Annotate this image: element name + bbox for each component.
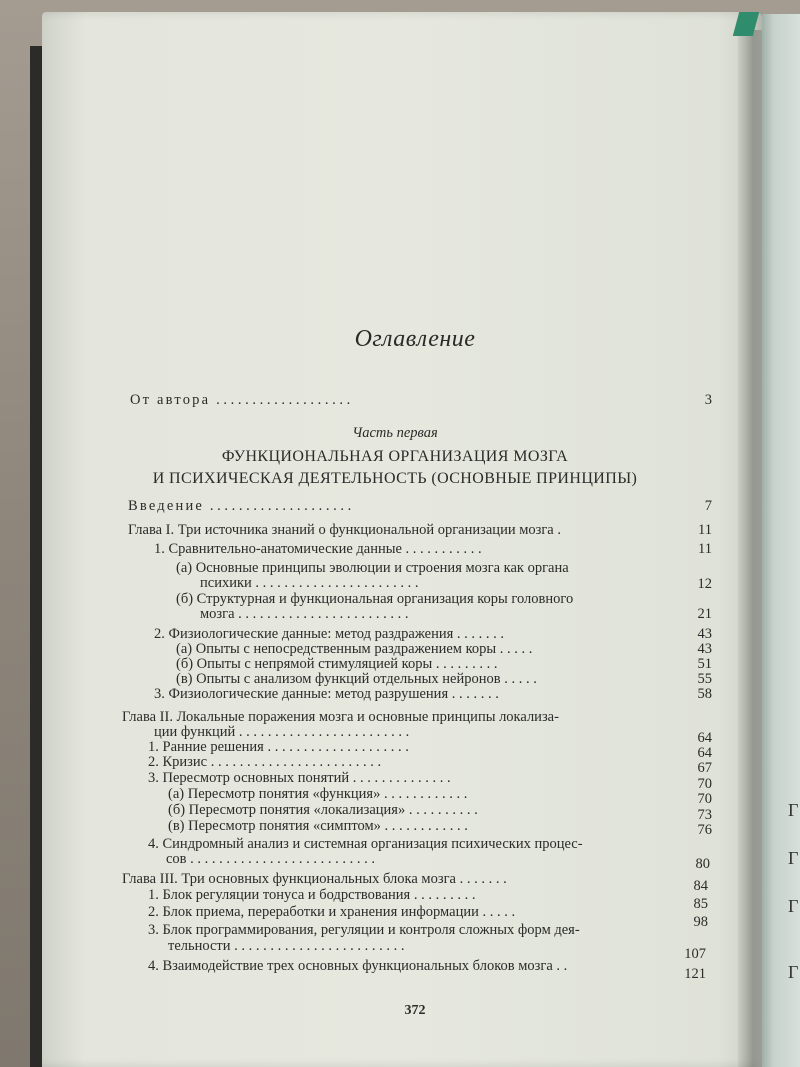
toc-entry: 1. Блок регуляции тонуса и бодрствования . . . . . . . . . <box>148 887 476 903</box>
toc-title: Оглавление <box>354 326 476 352</box>
toc-page-number: 64 <box>697 730 712 746</box>
part-label: Часть первая <box>352 425 438 441</box>
toc-entry: 4. Взаимодействие трех основных функциональных блоков мозга . . <box>148 958 568 974</box>
toc-entry: 2. Блок приема, переработки и хранения информации . . . . . <box>148 904 516 920</box>
toc-page-number: 43 <box>697 641 712 657</box>
toc-entry: (а) Опыты с непосредственным раздражением коры . . . . . <box>176 641 533 657</box>
toc-page-number: 73 <box>697 807 712 823</box>
toc-entry-intro <box>128 498 351 515</box>
toc-page-number: 12 <box>697 576 712 592</box>
toc-entry-from-author <box>130 392 350 409</box>
toc-entry-label: От автора <box>130 392 211 408</box>
part-title-line-2: И ПСИХИЧЕСКАЯ ДЕЯТЕЛЬНОСТЬ (ОСНОВНЫЕ ПРИНЦИПЫ) <box>152 470 638 487</box>
part-title-line-1: ФУНКЦИОНАЛЬНАЯ ОРГАНИЗАЦИЯ МОЗГА <box>221 448 569 465</box>
toc-page-number: 84 <box>693 878 708 894</box>
toc-entry: 3. Физиологические данные: метод разрушения . . . . . . . <box>154 686 499 702</box>
toc-entry: 2. Физиологические данные: метод раздражения . . . . . . . <box>154 626 505 642</box>
toc-page-number: 98 <box>693 914 708 930</box>
toc-entry: (в) Пересмотр понятия «симптом» . . . . . . . . . . . . <box>168 818 468 834</box>
toc-entry: Глава III. Три основных функциональных блока мозга . . . . . . . <box>122 871 507 887</box>
page-number: 372 <box>404 1003 426 1018</box>
facing-page-letter: Г <box>788 848 799 868</box>
toc-entry: 2. Кризис . . . . . . . . . . . . . . . . . . . . . . . . <box>148 754 382 770</box>
toc-page-number: 76 <box>697 822 712 838</box>
facing-page-letter: Г <box>788 896 799 916</box>
toc-entry: 4. Синдромный анализ и системная организация психических процес- <box>148 836 583 852</box>
toc-entry: (б) Опыты с непрямой стимуляцией коры . . . . . . . . . <box>176 656 498 672</box>
toc-page-number: 80 <box>695 856 710 872</box>
toc-entry: ции функций . . . . . . . . . . . . . . . . . . . . . . . . <box>154 724 410 740</box>
toc-page-number: 121 <box>684 966 706 982</box>
toc-page-number: 107 <box>684 946 706 962</box>
toc-page-number: 58 <box>697 686 712 702</box>
toc-entry: (б) Структурная и функциональная организация коры головного <box>176 591 574 607</box>
toc-page-number: 51 <box>697 656 712 672</box>
toc-entry-leader: . . . . . . . . . . . . . . . . . . . <box>216 392 351 408</box>
toc-entry: (б) Пересмотр понятия «локализация» . . . . . . . . . . <box>168 802 478 818</box>
toc-entry: тельности . . . . . . . . . . . . . . . . . . . . . . . . <box>168 938 405 954</box>
toc-page-number: 70 <box>697 776 712 792</box>
facing-page-letter: Г <box>788 962 799 982</box>
toc-page-number: 43 <box>697 626 712 642</box>
toc-page-number: 11 <box>698 522 712 538</box>
toc-entry: Глава II. Локальные поражения мозга и основные принципы локализа- <box>122 709 559 725</box>
toc-page-number: 85 <box>693 896 708 912</box>
toc-entry: 1. Ранние решения . . . . . . . . . . . . . . . . . . . . <box>148 739 409 755</box>
toc-entry: психики . . . . . . . . . . . . . . . . . . . . . . . <box>200 575 419 591</box>
toc-page-number: 70 <box>697 791 712 807</box>
toc-page-number: 3 <box>704 392 712 408</box>
toc-entry: (а) Основные принципы эволюции и строения мозга как органа <box>176 560 569 576</box>
toc-page-number: 55 <box>697 671 712 687</box>
toc-entry: мозга . . . . . . . . . . . . . . . . . . . . . . . . <box>200 606 409 622</box>
toc-entry-label: Введение <box>128 498 205 514</box>
toc-entry: Глава I. Три источника знаний о функциональной организации мозга . <box>128 522 561 538</box>
toc-page-number: 64 <box>697 745 712 761</box>
toc-page-number: 7 <box>704 498 712 514</box>
toc-entry: (а) Пересмотр понятия «функция» . . . . . . . . . . . . <box>168 786 468 802</box>
facing-page-letter: Г <box>788 800 799 820</box>
toc-page-number: 67 <box>697 760 712 776</box>
toc-entry: 3. Блок программирования, регуляции и контроля сложных форм дея- <box>148 922 580 938</box>
toc-entry: 1. Сравнительно-анатомические данные . . . . . . . . . . . <box>154 541 482 557</box>
toc-page-number: 21 <box>697 606 712 622</box>
toc-entry: (в) Опыты с анализом функций отдельных нейронов . . . . . <box>176 671 537 687</box>
toc-page-number: 11 <box>698 541 712 557</box>
toc-entry: сов . . . . . . . . . . . . . . . . . . . . . . . . . . <box>166 851 376 867</box>
toc-entry-leader: . . . . . . . . . . . . . . . . . . . . <box>209 498 352 514</box>
toc-entry: 3. Пересмотр основных понятий . . . . . . . . . . . . . . <box>148 770 451 786</box>
